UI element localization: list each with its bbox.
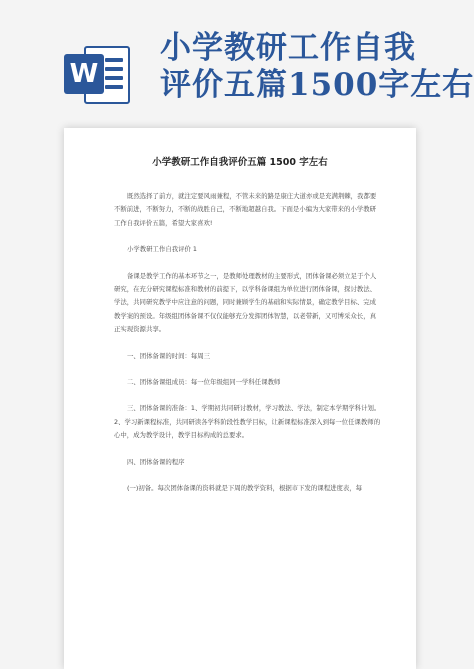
document-title: 小学教研工作自我评价五篇 1500 字左右 bbox=[152, 157, 328, 168]
word-logo-letter: W bbox=[64, 54, 104, 94]
document-page bbox=[64, 128, 416, 669]
intro-paragraph: 既然选择了前方，就注定要风雨兼程，不管未来的路是康庄大道亦或是充满荆棘，我都要不断前进，不断努力，不断的战胜自己，不断地超越自我。下面是小编为大家带来的小学教研工作自我评价五篇，希望大家喜欢! bbox=[114, 192, 377, 227]
body-paragraph: 一、团体备课的时间：每周三 bbox=[127, 351, 211, 360]
banner bbox=[0, 0, 474, 128]
body-paragraph: 备课是教学工作的基本环节之一，是教师处理教材的主要形式，团体备课必须立足于个人研究，在充分研究课程标准和教材的前提下，以学科备课组为单位进行团体备课，探讨教法、学法，共同研究教学中应注意的问题，同时兼顾学生的基础和实际情景，确定教学目标、完成教学案的预设。年级组团体备课不仅仅能够充分发挥团体智慧，以老带新，又可博采众长，真正实现资源共享。 bbox=[114, 271, 377, 334]
banner-title-line-1: 小学教研工作自我 bbox=[160, 30, 416, 66]
word-document-icon bbox=[62, 40, 128, 106]
section-heading: 小学教研工作自我评价 1 bbox=[127, 245, 198, 254]
body-paragraph: 四、团体备课的程序 bbox=[127, 457, 185, 466]
body-paragraph: 三、团体备课的准备：1、学期初共同研讨教材，学习教法、学法，制定本学期学科计划。2、学习新课程标准，共同研读各学科阶段性教学目标，让新课程标准深入到每一位任课教师的心中，成为教学设计，教学目标构成的总要求。 bbox=[114, 404, 381, 440]
body-paragraph: (一)初备。每次团体备课的资料就是下周的教学资料，根据市下发的课程进度表，每 bbox=[127, 484, 363, 493]
body-paragraph: 二、团体备课组成员：每一位年级组同一学科任课教师 bbox=[127, 378, 281, 387]
banner-title-line-2: 评价五篇1500字左右 bbox=[160, 67, 474, 103]
document-body bbox=[114, 190, 382, 496]
banner-title bbox=[160, 30, 474, 104]
